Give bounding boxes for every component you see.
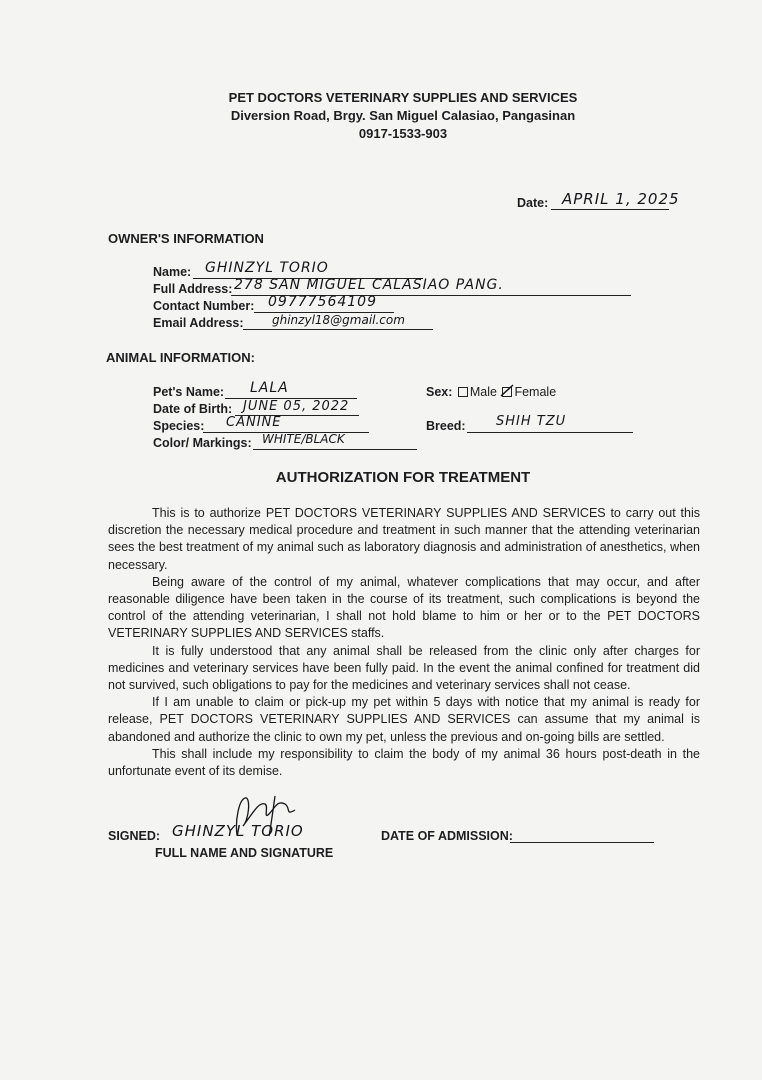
- pet-name-value: LALA: [250, 380, 289, 396]
- color-line: [253, 449, 417, 450]
- species-value: CANINE: [226, 415, 282, 430]
- sex-label: Sex:: [426, 385, 453, 399]
- male-checkbox[interactable]: [458, 387, 468, 397]
- owner-email-label: Email Address:: [153, 316, 244, 330]
- business-address: Diversion Road, Brgy. San Miguel Calasiao, Pangasinan: [230, 108, 576, 123]
- signed-name: GHINZYL TORIO: [172, 822, 304, 840]
- dob-value: JUNE 05, 2022: [243, 399, 350, 414]
- business-phone: 0917-1533-903: [358, 126, 448, 141]
- sex-male-label: Male: [469, 385, 497, 399]
- sex-female-label: Female: [514, 385, 557, 399]
- paragraph-3: It is fully understood that any animal shall be released from the clinic only after charges for medicines and veterinary services have been fully paid. In the event the animal confined for treatment did not survived, such obligations to pay for the medicines and veterinary services shall not cease.: [108, 643, 700, 693]
- owner-section-title: OWNER'S INFORMATION: [108, 231, 264, 246]
- date-value: APRIL 1, 2025: [562, 190, 680, 208]
- signed-label: SIGNED:: [108, 829, 161, 843]
- breed-label: Breed:: [426, 419, 466, 433]
- paragraph-1: This is to authorize PET DOCTORS VETERINARY SUPPLIES AND SERVICES to carry out this discretion the necessary medical procedure and treatment in such manner that the attending veterinarian sees the best treatment of my animal such as laboratory diagnosis and administration of anesthetics, when necessary.: [108, 506, 700, 572]
- animal-section-title: ANIMAL INFORMATION:: [106, 350, 255, 365]
- date-label: Date:: [517, 196, 549, 210]
- signature-sublabel: FULL NAME AND SIGNATURE: [155, 846, 334, 860]
- owner-email-value: ghinzyl18@gmail.com: [272, 313, 405, 327]
- species-label: Species:: [153, 419, 205, 433]
- owner-email-line: [243, 329, 433, 330]
- owner-name-value: GHINZYL TORIO: [205, 260, 329, 276]
- female-checkbox[interactable]: [502, 387, 512, 397]
- paragraph-2: Being aware of the control of my animal, whatever complications that may occur, and after reasonable diligence have been taken in the course of its treatment, such complications is beyond the control of the attending veterinarian, I shall not hold blame to him or her or to the PET DOCTORS VETERINARY SUPPLIES AND SERVICES staffs.: [108, 574, 700, 641]
- owner-address-value: 278 SAN MIGUEL CALASIAO PANG.: [234, 277, 504, 293]
- dob-label: Date of Birth:: [153, 402, 233, 416]
- color-value: WHITE/BLACK: [262, 432, 345, 446]
- breed-value: SHIH TZU: [496, 414, 567, 429]
- paragraph-5: This shall include my responsibility to claim the body of my animal 36 hours post-death in the unfortunate event of its demise.: [108, 746, 700, 779]
- breed-line: [467, 432, 633, 433]
- business-name: PET DOCTORS VETERINARY SUPPLIES AND SERVICES: [228, 90, 578, 105]
- owner-contact-label: Contact Number:: [153, 299, 255, 313]
- owner-address-label: Full Address:: [153, 282, 233, 296]
- sex-field: [426, 385, 556, 399]
- checkmark-icon: [500, 384, 514, 398]
- date-line: [551, 209, 669, 210]
- paragraph-4: If I am unable to claim or pick-up my pet within 5 days with notice that my animal is ready for release, PET DOCTORS VETERINARY SUPPLIES AND SERVICES can assume that my animal is abandoned and authorize the clinic to own my pet, unless the previous and on-going bills are settled.: [108, 695, 700, 744]
- authorization-title: AUTHORIZATION FOR TREATMENT: [275, 469, 531, 486]
- authorization-body: [108, 505, 700, 780]
- admission-label: DATE OF ADMISSION:: [381, 829, 513, 843]
- owner-contact-value: 09777564109: [268, 294, 377, 310]
- pet-name-label: Pet's Name:: [153, 385, 225, 399]
- admission-line: [510, 842, 654, 843]
- owner-name-label: Name:: [153, 265, 192, 279]
- color-label: Color/ Markings:: [153, 436, 252, 450]
